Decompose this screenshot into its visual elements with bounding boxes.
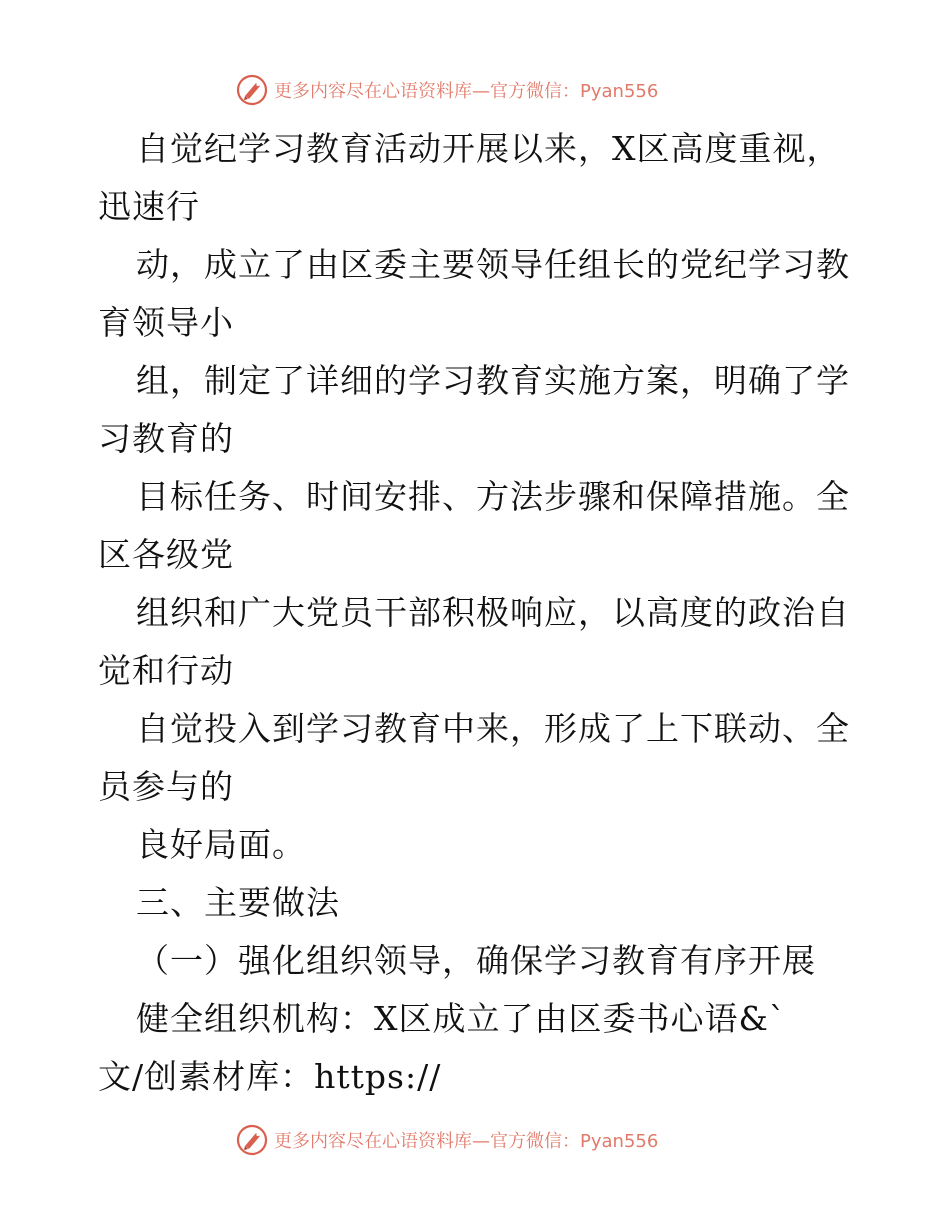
- paragraph-line: 觉和行动: [98, 651, 234, 690]
- paragraph-line: 迅速行: [98, 187, 200, 226]
- paragraph-line: 三、主要做法: [136, 883, 340, 922]
- paragraph-line: 文/创素材库：https://: [98, 1057, 442, 1096]
- paragraph-line: 动，成立了由区委主要领导任组长的党纪学习教: [136, 245, 850, 284]
- paragraph-line: 员参与的: [98, 767, 234, 806]
- pen-logo-icon: [236, 1124, 268, 1156]
- paragraph-line: 组，制定了详细的学习教育实施方案，明确了学: [136, 361, 850, 400]
- paragraph-line: 组织和广大党员干部积极响应，以高度的政治自: [136, 593, 850, 632]
- paragraph-line: 良好局面。: [136, 825, 306, 864]
- watermark-text: 更多内容尽在心语资料库—官方微信：Pyan556: [274, 81, 659, 102]
- watermark-text: 更多内容尽在心语资料库—官方微信：Pyan556: [274, 1131, 659, 1152]
- paragraph-line: 区各级党: [98, 535, 234, 574]
- paragraph-line: （一）强化组织领导，确保学习教育有序开展: [136, 941, 816, 980]
- footer-watermark: [236, 1123, 756, 1157]
- header-watermark: [236, 73, 756, 107]
- document-body: [98, 120, 858, 1106]
- pen-logo-icon: [236, 74, 268, 106]
- paragraph-line: 育领导小: [98, 303, 234, 342]
- paragraph-line: 习教育的: [98, 419, 234, 458]
- paragraph-line: 健全组织机构：X区成立了由区委书心语&`: [136, 999, 787, 1038]
- paragraph-line: 自觉投入到学习教育中来，形成了上下联动、全: [136, 709, 850, 748]
- paragraph-line: 目标任务、时间安排、方法步骤和保障措施。全: [136, 477, 850, 516]
- paragraph-line: 自觉纪学习教育活动开展以来，X区高度重视，: [136, 129, 841, 168]
